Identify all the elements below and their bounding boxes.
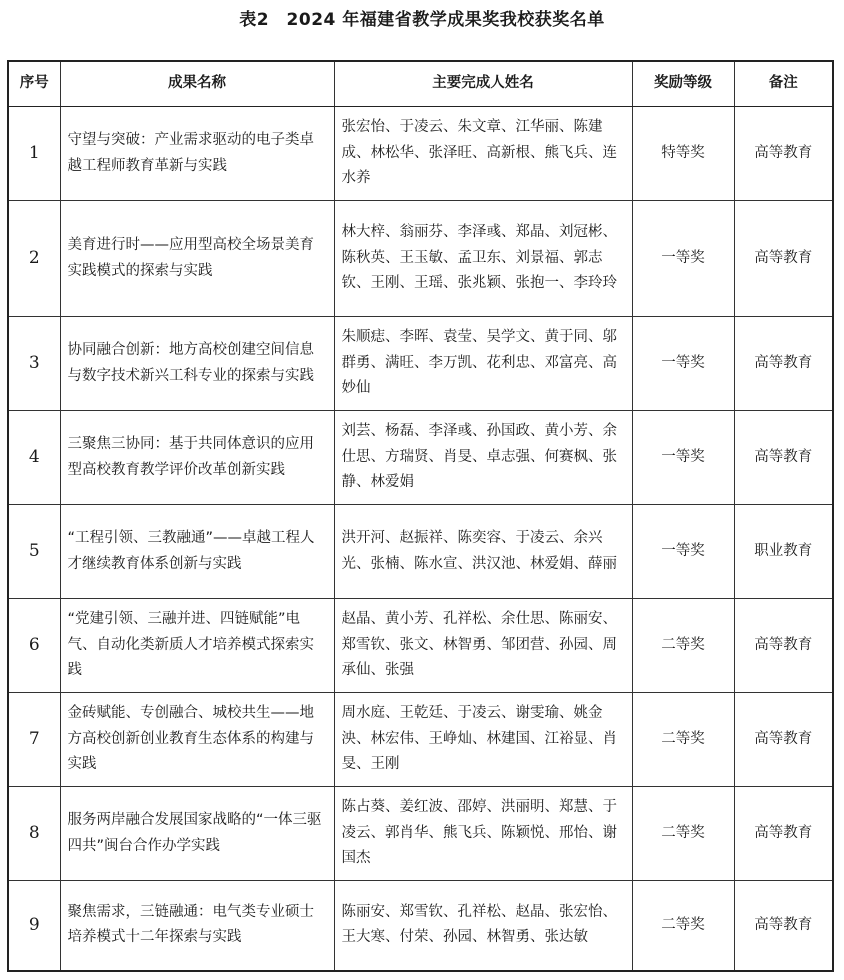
award-table (7, 60, 834, 972)
table-header-row (8, 61, 833, 107)
main-contributors: 赵晶、黄小芳、孔祥松、余仕思、陈丽安、郑雪钦、张文、林智勇、邹团营、孙园、周承仙、张强 (334, 599, 632, 693)
achievement-name: “党建引领、三融并进、四链赋能”电气、自动化类新质人才培养模式探索实践 (60, 599, 334, 693)
main-contributors: 林大梓、翁丽芬、李泽彧、郑晶、刘冠彬、陈秋英、王玉敏、孟卫东、刘景福、郭志钦、王刚、王瑶、张兆颖、张抱一、李玲玲 (334, 201, 632, 317)
header-index: 序号 (8, 61, 60, 107)
award-level: 特等奖 (632, 107, 734, 201)
achievement-name: 美育进行时——应用型高校全场景美育实践模式的探索与实践 (60, 201, 334, 317)
award-level: 二等奖 (632, 787, 734, 881)
achievement-name (60, 881, 334, 971)
remark: 高等教育 (734, 693, 833, 787)
achievement-name: 守望与突破：产业需求驱动的电子类卓越工程师教育革新与实践 (60, 107, 334, 201)
document-title: 表2 2024 年福建省教学成果奖我校获奖名单 (239, 10, 605, 30)
award-level: 一等奖 (632, 201, 734, 317)
row-index: 5 (8, 505, 60, 599)
table-row (8, 599, 833, 693)
table-row (8, 787, 833, 881)
achievement-name-line-2: 培养模式十二年探索与实践 (67, 929, 242, 946)
row-index: 9 (8, 881, 60, 971)
achievement-name: “工程引领、三教融通”——卓越工程人才继续教育体系创新与实践 (60, 505, 334, 599)
table-row (8, 505, 833, 599)
table-row (8, 411, 833, 505)
remark: 高等教育 (734, 201, 833, 317)
row-index: 7 (8, 693, 60, 787)
table-row (8, 201, 833, 317)
row-index: 3 (8, 317, 60, 411)
row-index: 4 (8, 411, 60, 505)
row-index: 2 (8, 201, 60, 317)
row-index: 1 (8, 107, 60, 201)
award-level: 二等奖 (632, 881, 734, 971)
remark: 高等教育 (734, 411, 833, 505)
header-note: 备注 (734, 61, 833, 107)
achievement-name: 三聚焦三协同：基于共同体意识的应用型高校教育教学评价改革创新实践 (60, 411, 334, 505)
award-level: 一等奖 (632, 505, 734, 599)
achievement-name: 金砖赋能、专创融合、城校共生——地方高校创新创业教育生态体系的构建与实践 (60, 693, 334, 787)
achievement-name: 服务两岸融合发展国家战略的“一体三驱四共”闽台合作办学实践 (60, 787, 334, 881)
remark: 高等教育 (734, 881, 833, 971)
remark: 高等教育 (734, 317, 833, 411)
row-index: 8 (8, 787, 60, 881)
main-contributors: 刘芸、杨磊、李泽彧、孙国政、黄小芳、余仕思、方瑞贤、肖旻、卓志强、何赛枫、张静、林爱娟 (334, 411, 632, 505)
header-name: 成果名称 (60, 61, 334, 107)
main-contributors: 洪开河、赵振祥、陈奕容、于凌云、余兴光、张楠、陈水宣、洪汉池、林爱娟、薛丽 (334, 505, 632, 599)
table-row (8, 317, 833, 411)
award-level: 二等奖 (632, 693, 734, 787)
achievement-name: 协同融合创新：地方高校创建空间信息与数字技术新兴工科专业的探索与实践 (60, 317, 334, 411)
table-row (8, 881, 833, 971)
main-contributors: 陈丽安、郑雪钦、孔祥松、赵晶、张宏怡、王大寒、付荣、孙园、林智勇、张达敏 (334, 881, 632, 971)
remark: 高等教育 (734, 787, 833, 881)
award-level: 一等奖 (632, 411, 734, 505)
table-row (8, 107, 833, 201)
achievement-name-line-1: 聚焦需求，三链融通：电气类专业硕士 (67, 903, 314, 920)
remark: 职业教育 (734, 505, 833, 599)
award-level: 一等奖 (632, 317, 734, 411)
header-level: 奖励等级 (632, 61, 734, 107)
main-contributors: 周水庭、王乾廷、于凌云、谢雯瑜、姚金泱、林宏伟、王峥灿、林建国、江裕显、肖旻、王刚 (334, 693, 632, 787)
row-index: 6 (8, 599, 60, 693)
main-contributors: 朱顺痣、李晖、袁莹、吴学文、黄于同、邬群勇、满旺、李万凯、花利忠、邓富亮、高妙仙 (334, 317, 632, 411)
award-level: 二等奖 (632, 599, 734, 693)
main-contributors: 张宏怡、于凌云、朱文章、江华丽、陈建成、林松华、张泽旺、高新根、熊飞兵、连水养 (334, 107, 632, 201)
remark: 高等教育 (734, 599, 833, 693)
table-row (8, 693, 833, 787)
remark: 高等教育 (734, 107, 833, 201)
main-contributors: 陈占葵、姜红波、邵婷、洪丽明、郑慧、于凌云、郭肖华、熊飞兵、陈颖悦、邢怡、谢国杰 (334, 787, 632, 881)
header-people: 主要完成人姓名 (334, 61, 632, 107)
